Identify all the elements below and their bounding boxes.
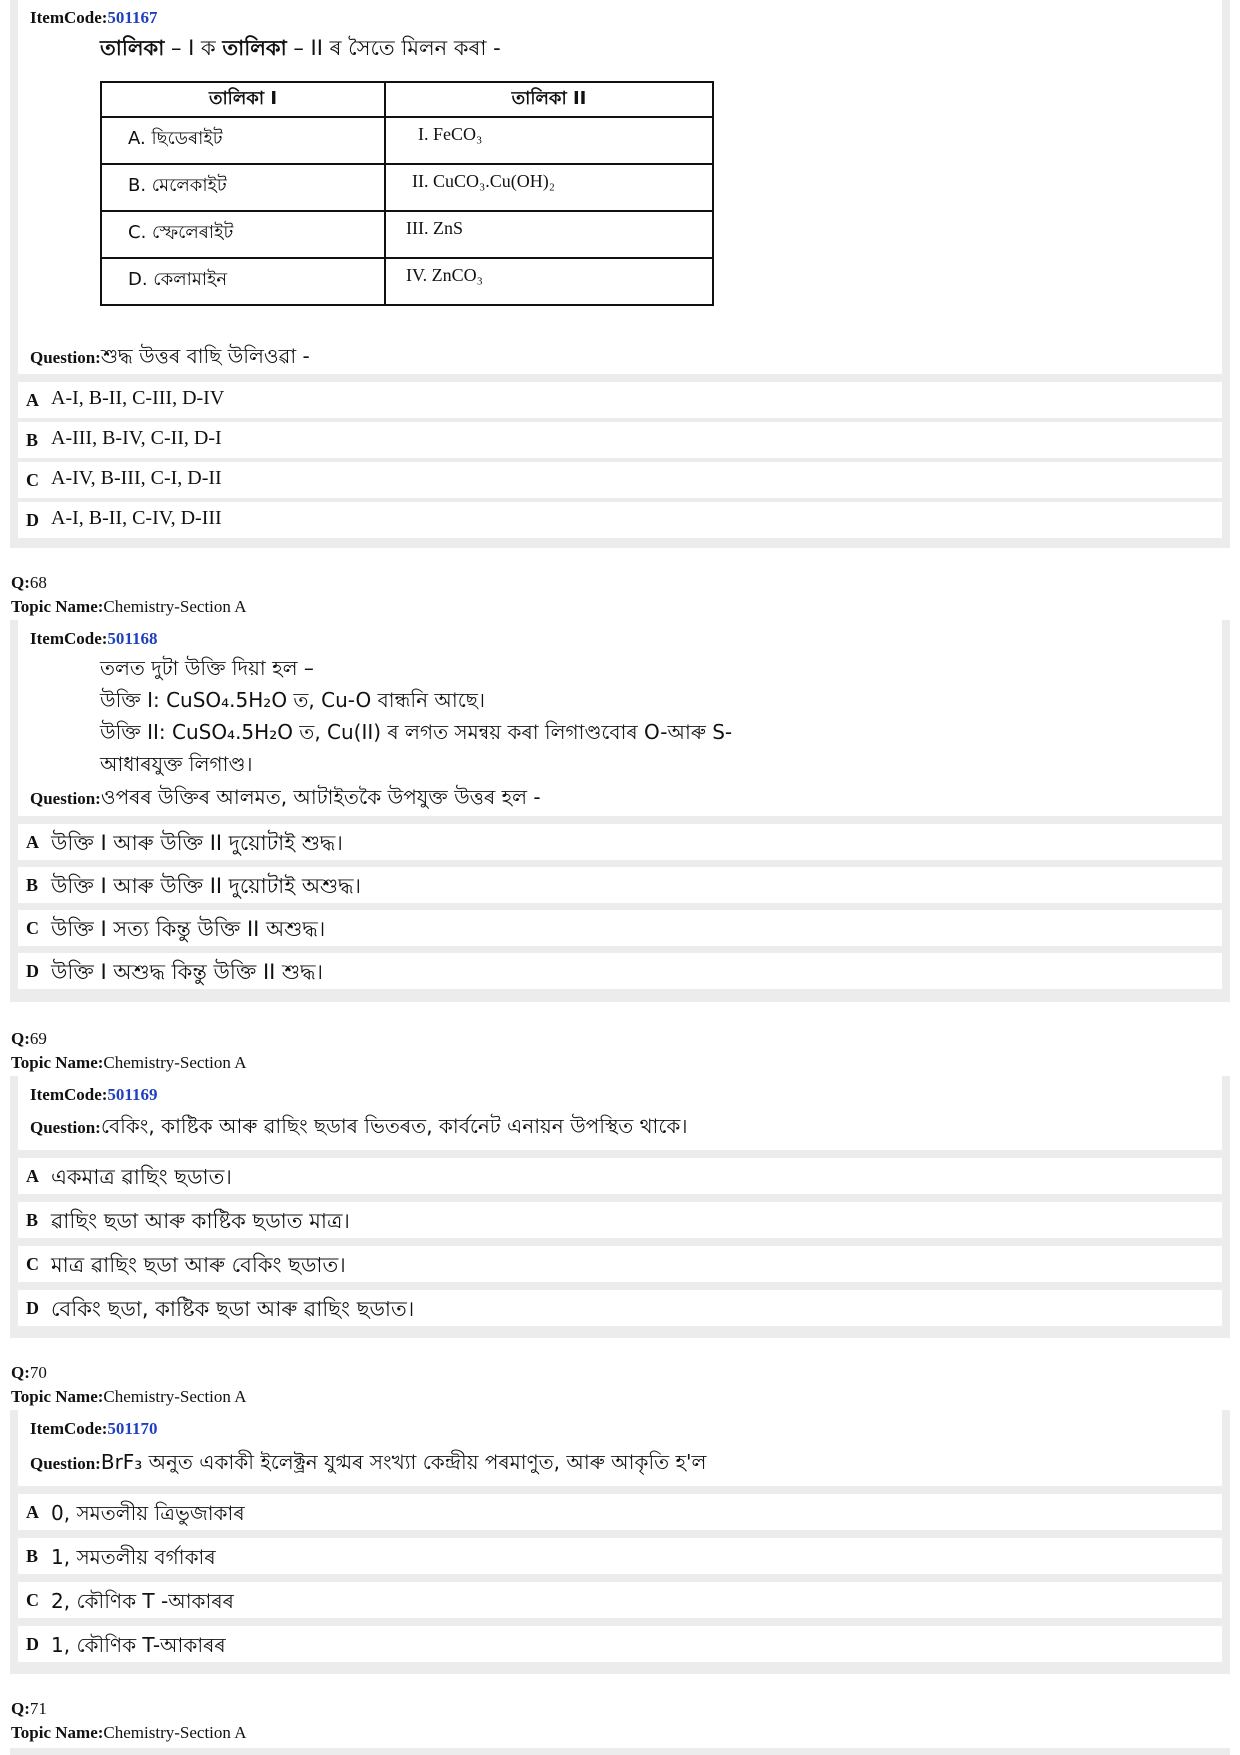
instruction-part4: – II ৰ সৈতে মিলন কৰা -	[286, 36, 501, 60]
question-stem	[100, 652, 732, 780]
option-letter: C	[26, 1590, 39, 1610]
option-a[interactable]	[18, 1158, 1222, 1194]
option-letter: C	[26, 918, 39, 938]
option-text: 1, সমতলীয় বৰ্গাকাৰ	[51, 1545, 216, 1569]
question-body-70	[18, 1410, 1222, 1486]
item-code-label: ItemCode:	[30, 1419, 108, 1438]
option-letter: B	[26, 1546, 39, 1566]
column-header-1: তালিকা I	[101, 82, 385, 117]
option-c[interactable]	[18, 1582, 1222, 1618]
item-code: 501168	[107, 629, 158, 648]
option-text: একমাত্ৰ ৱাছিং ছডাত।	[51, 1165, 232, 1189]
question-body-67	[18, 0, 1222, 374]
topic-name: Chemistry-Section A	[103, 1723, 247, 1742]
option-text: 1, কৌণিক T-আকাৰৰ	[51, 1633, 226, 1657]
q-label: Q:	[11, 1363, 30, 1382]
option-text: উক্তি I সত্য কিন্তু উক্তি II অশুদ্ধ।	[51, 917, 326, 941]
instruction-part2: – I ক	[164, 36, 223, 60]
question-label: Question:	[30, 348, 101, 367]
option-text: A-I, B-II, C-III, D-IV	[51, 387, 225, 409]
match-table-row	[101, 117, 713, 164]
question-card-69	[10, 1076, 1230, 1338]
item-code-line	[30, 1085, 157, 1105]
option-a[interactable]	[18, 382, 1222, 418]
column-header-2: তালিকা II	[385, 82, 713, 117]
question-text: ওপৰৰ উক্তিৰ আলমত, আটাইতকৈ উপযুক্ত উত্তৰ হল -	[100, 785, 541, 809]
option-d[interactable]	[18, 1290, 1222, 1326]
q-label: Q:	[11, 1029, 30, 1048]
option-letter: D	[26, 961, 39, 981]
option-c[interactable]	[18, 910, 1222, 946]
question-text: শুদ্ধ উত্তৰ বাছি উলিওৱা -	[100, 344, 310, 368]
question-number-69	[11, 1028, 47, 1050]
option-text: ৱাছিং ছডা আৰু কাষ্টিক ছডাত মাত্ৰ।	[51, 1209, 350, 1233]
question-body-69	[18, 1076, 1222, 1150]
match-table-row	[101, 164, 713, 211]
option-d[interactable]	[18, 953, 1222, 989]
list2-item-i: I. FeCO₃	[385, 117, 713, 164]
q-label: Q:	[11, 573, 30, 592]
topic-line-70	[11, 1386, 246, 1408]
option-text: A-IV, B-III, C-I, D-II	[51, 467, 222, 489]
option-c[interactable]	[18, 462, 1222, 498]
option-text: বেকিং ছডা, কাষ্টিক ছডা আৰু ৱাছিং ছডাত।	[51, 1297, 415, 1321]
option-text: উক্তি I আৰু উক্তি II দুয়োটাই শুদ্ধ।	[51, 831, 343, 855]
item-code-label: ItemCode:	[30, 1085, 108, 1104]
option-b[interactable]	[18, 1538, 1222, 1574]
instruction	[100, 32, 501, 67]
question-number-71	[11, 1698, 47, 1720]
q-number: 71	[29, 1699, 47, 1718]
list2-item-iii: III. ZnS	[385, 211, 713, 258]
instruction-part3: তালিকা	[222, 36, 287, 60]
q-number: 69	[29, 1029, 47, 1048]
list1-item-a: A. ছিডেৰাইট	[101, 117, 385, 164]
option-letter: C	[26, 470, 39, 490]
option-text: উক্তি I আৰু উক্তি II দুয়োটাই অশুদ্ধ।	[51, 874, 362, 898]
question-card-67	[10, 0, 1230, 548]
option-letter: A	[26, 390, 39, 410]
question-text: BrF₃ অনুত একাকী ইলেক্ট্ৰন যুগ্মৰ সংখ্যা কেন্দ্ৰীয় পৰমাণুত, আৰু আকৃতি হ'ল	[100, 1450, 707, 1474]
topic-line-69	[11, 1052, 246, 1074]
match-table-row	[101, 211, 713, 258]
option-letter: B	[26, 1210, 39, 1230]
stem-line-3: উক্তি II: CuSO₄.5H₂O ত, Cu(II) ৰ লগত সমন্বয় কৰা লিগাণ্ডবোৰ O-আৰু S-	[100, 720, 733, 744]
list1-item-b: B. মেলেকাইট	[101, 164, 385, 211]
option-d[interactable]	[18, 1626, 1222, 1662]
match-table-header	[101, 82, 713, 117]
question-label: Question:	[30, 789, 101, 808]
option-text: 2, কৌণিক T -আকাৰৰ	[51, 1589, 234, 1613]
option-d[interactable]	[18, 502, 1222, 538]
item-code-label: ItemCode:	[30, 629, 108, 648]
item-code-label: ItemCode:	[30, 8, 108, 27]
topic-label: Topic Name:	[11, 597, 104, 616]
option-a[interactable]	[18, 1494, 1222, 1530]
q-label: Q:	[11, 1699, 30, 1718]
option-b[interactable]	[18, 867, 1222, 903]
question-card-71-top	[10, 1748, 1230, 1755]
question-line	[30, 1448, 706, 1481]
topic-label: Topic Name:	[11, 1387, 104, 1406]
question-label: Question:	[30, 1118, 101, 1137]
option-text: A-I, B-II, C-IV, D-III	[51, 507, 222, 529]
question-body-68	[18, 620, 1222, 816]
question-line	[30, 1112, 688, 1145]
option-letter: A	[26, 1166, 39, 1186]
question-line	[30, 783, 541, 816]
option-text: A-III, B-IV, C-II, D-I	[51, 427, 222, 449]
instruction-part1: তালিকা	[100, 36, 165, 60]
stem-line-4: আধাৰযুক্ত লিগাণ্ড।	[100, 752, 253, 776]
question-line	[30, 342, 310, 375]
option-letter: A	[26, 832, 39, 852]
match-table-row	[101, 258, 713, 305]
item-code-line	[30, 1419, 157, 1439]
item-code-line	[30, 8, 157, 28]
topic-name: Chemistry-Section A	[103, 1053, 247, 1072]
list1-item-d: D. কেলামাইন	[101, 258, 385, 305]
question-text: বেকিং, কাষ্টিক আৰু ৱাছিং ছডাৰ ভিতৰত, কাৰ্বনেট এনায়ন উপস্থিত থাকে।	[100, 1114, 688, 1138]
match-table	[100, 81, 714, 306]
option-letter: D	[26, 1634, 39, 1654]
q-number: 68	[29, 573, 47, 592]
item-code: 501170	[107, 1419, 158, 1438]
item-code: 501167	[107, 8, 158, 27]
topic-name: Chemistry-Section A	[103, 597, 247, 616]
question-number-70	[11, 1362, 47, 1384]
question-number-68	[11, 572, 47, 594]
item-code-line	[30, 629, 157, 649]
q-number: 70	[29, 1363, 47, 1382]
stem-line-1: তলত দুটা উক্তি দিয়া হল –	[100, 656, 314, 680]
stem-line-2: উক্তি I: CuSO₄.5H₂O ত, Cu-O বান্ধনি আছে।	[100, 688, 486, 712]
topic-label: Topic Name:	[11, 1723, 104, 1742]
option-letter: D	[26, 510, 39, 530]
option-letter: A	[26, 1502, 39, 1522]
option-a[interactable]	[18, 824, 1222, 860]
item-code: 501169	[107, 1085, 158, 1104]
option-c[interactable]	[18, 1246, 1222, 1282]
option-letter: C	[26, 1254, 39, 1274]
option-letter: B	[26, 430, 39, 450]
option-letter: D	[26, 1298, 39, 1318]
topic-line-71	[11, 1722, 246, 1744]
question-card-68	[10, 620, 1230, 1002]
topic-line-68	[11, 596, 246, 618]
topic-label: Topic Name:	[11, 1053, 104, 1072]
option-b[interactable]	[18, 422, 1222, 458]
option-b[interactable]	[18, 1202, 1222, 1238]
question-card-70	[10, 1410, 1230, 1674]
question-label: Question:	[30, 1454, 101, 1473]
topic-name: Chemistry-Section A	[103, 1387, 247, 1406]
option-text: মাত্ৰ ৱাছিং ছডা আৰু বেকিং ছডাত।	[51, 1253, 346, 1277]
option-text: উক্তি I অশুদ্ধ কিন্তু উক্তি II শুদ্ধ।	[51, 960, 323, 984]
option-letter: B	[26, 875, 39, 895]
option-text: 0, সমতলীয় ত্ৰিভুজাকাৰ	[51, 1501, 245, 1525]
list2-item-ii: II. CuCO₃.Cu(OH)₂	[385, 164, 713, 211]
list1-item-c: C. স্ফেলেৰাইট	[101, 211, 385, 258]
list2-item-iv: IV. ZnCO₃	[385, 258, 713, 305]
